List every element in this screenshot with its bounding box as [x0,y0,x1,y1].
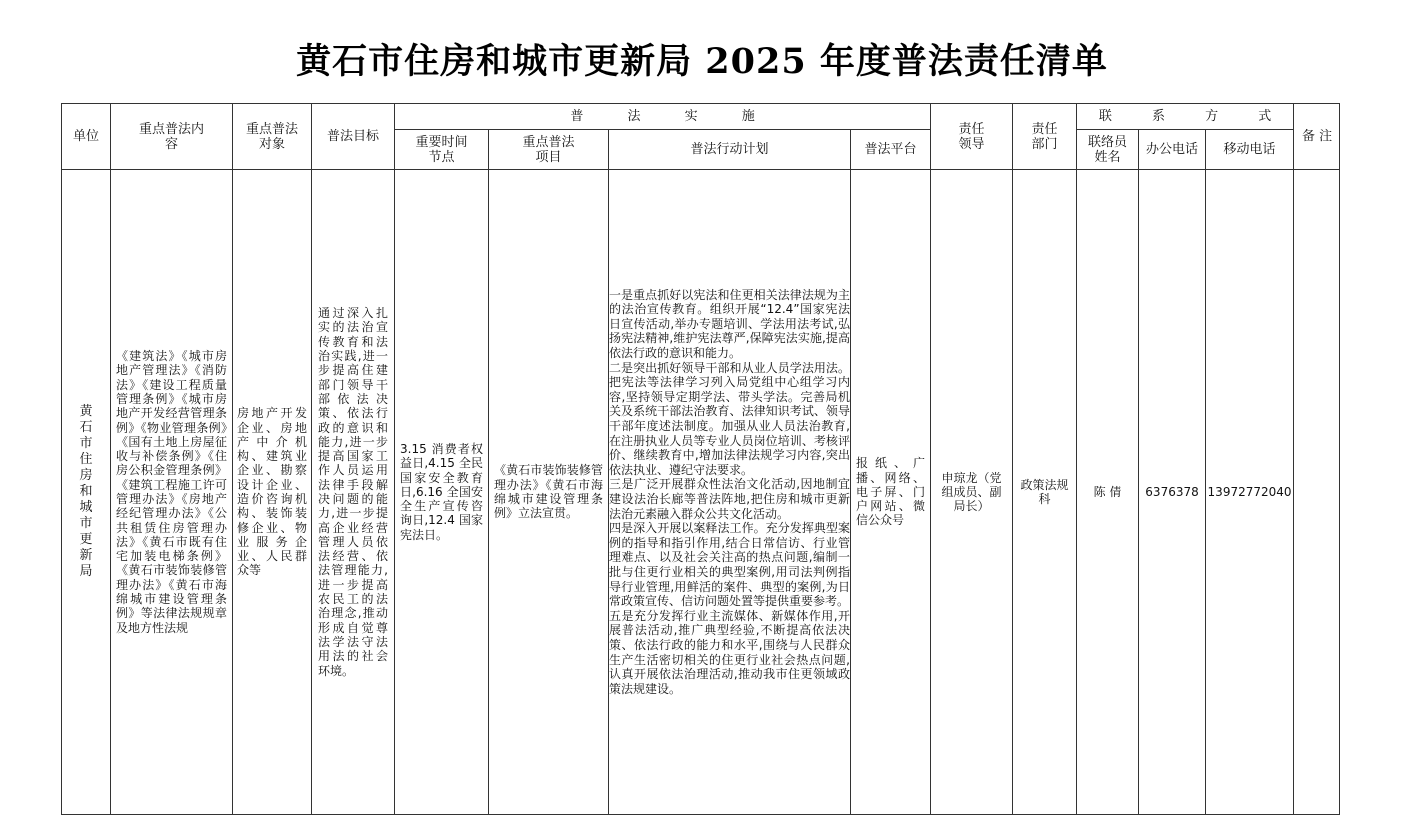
cell-contact-name: 陈 倩 [1077,170,1139,815]
cell-target: 房地产开发企业、房地产中介机构、建筑业企业、勘察设计企业、造价咨询机构、装饰装修企业、物业服务企业、人民群众等 [233,170,312,815]
header-leader: 责任领导 [931,104,1013,170]
header-action-plan: 普法行动计划 [609,130,851,170]
header-department: 责任部门 [1013,104,1077,170]
header-contact: 联 系 方 式 [1077,104,1294,130]
action-plan-item: 四是深入开展以案释法工作。充分发挥典型案例的指导和指引作用,结合日常信访、行业管理难点、以及社会关注高的热点问题,编制一批与住更行业相关的典型案例,用司法判例指导行业管理,用鲜活的案件、典型的案例,为日常政策宣传、信访问题处置等提供重要参考。 [609,521,850,609]
responsibility-table [61,103,1340,815]
header-implementation: 普 法 实 施 [395,104,931,130]
header-office-phone: 办公电话 [1139,130,1206,170]
page-title: 黄石市住房和城市更新局 2025 年度普法责任清单 [296,41,1108,82]
header-platform: 普法平台 [851,130,931,170]
header-content: 重点普法内容 [111,104,233,170]
cell-projects: 《黄石市装饰装修管理办法》《黄石市海绵城市建设管理条例》立法宣贯。 [489,170,609,815]
cell-goal: 通过深入扎实的法治宣传教育和法治实践,进一步提高住建部门领导干部依法决策、依法行政的意识和能力,进一步提高国家工作人员运用法律手段解决问题的能力,进一步提高企业经营管理人员依法经营、依法管理能力,进一步提高农民工的法治理念,推动形成自觉尊法学法守法用法的社会环境。 [312,170,395,815]
cell-action-plan [609,170,851,815]
cell-office-phone: 6376378 [1139,170,1206,815]
cell-unit [62,170,111,815]
header-goal: 普法目标 [312,104,395,170]
action-plan-item: 三是广泛开展群众性法治文化活动,因地制宜建设法治长廊等普法阵地,把住房和城市更新法治元素融入群众公共文化活动。 [609,477,850,521]
action-plan-item: 五是充分发挥行业主流媒体、新媒体作用,开展普法活动,推广典型经验,不断提高依法决策、依法行政的能力和水平,围绕与人民群众生产生活密切相关的住更行业社会热点问题,认真开展依法治理活动,推动我市住更领域政策法规建设。 [609,608,850,696]
cell-remarks [1294,170,1340,815]
header-time-nodes: 重要时间节点 [395,130,489,170]
action-plan-item: 一是重点抓好以宪法和住更相关法律法规为主的法治宣传教育。组织开展“12.4”国家宪法日宣传活动,举办专题培训、学法用法考试,弘扬宪法精神,维护宪法尊严,保障宪法实施,提高依法行政的意识和能力。 [609,287,850,361]
cell-mobile-phone: 13972772040 [1206,170,1294,815]
cell-time-nodes: 3.15 消费者权益日,4.15 全民国家安全教育日,6.16 全国安全生产宣传咨询日,12.4 国家宪法日。 [395,170,489,815]
header-contact-name: 联络员姓名 [1077,130,1139,170]
action-plan-item: 二是突出抓好领导干部和从业人员学法用法。把宪法等法律学习列入局党组中心组学习内容,坚持领导定期学法、带头学法。完善局机关及系统干部法治教育、法律知识考试、领导干部年度述法制度。加强从业人员法治教育,在注册执业人员等专业人员岗位培训、考核评价、继续教育中,增加法律法规学习内容,突出依法执业、遵纪守法要求。 [609,360,850,477]
header-target: 重点普法对象 [233,104,312,170]
cell-leader: 申琼龙（党组成员、副局长） [931,170,1013,815]
header-unit: 单位 [62,104,111,170]
cell-platform: 报纸、广播、网络、电子屏、门户网站、微信公众号 [851,170,931,815]
unit-text: 黄石市住房和城市更新局 [79,404,93,579]
table-row [62,170,1340,815]
cell-department: 政策法规科 [1013,170,1077,815]
header-mobile-phone: 移动电话 [1206,130,1294,170]
header-remarks: 备 注 [1294,104,1340,170]
header-projects: 重点普法项目 [489,130,609,170]
cell-content: 《建筑法》《城市房地产管理法》《消防法》《建设工程质量管理条例》《城市房地产开发经营管理条例》《物业管理条例》《国有土地上房屋征收与补偿条例》《住房公积金管理条例》《建筑工程施工许可管理办法》《房地产经纪管理办法》《公共租赁住房管理办法》《黄石市既有住宅加装电梯条例》《黄石市装饰装修管理办法》《黄石市海绵城市建设管理条例》等法律法规规章及地方性法规 [111,170,233,815]
